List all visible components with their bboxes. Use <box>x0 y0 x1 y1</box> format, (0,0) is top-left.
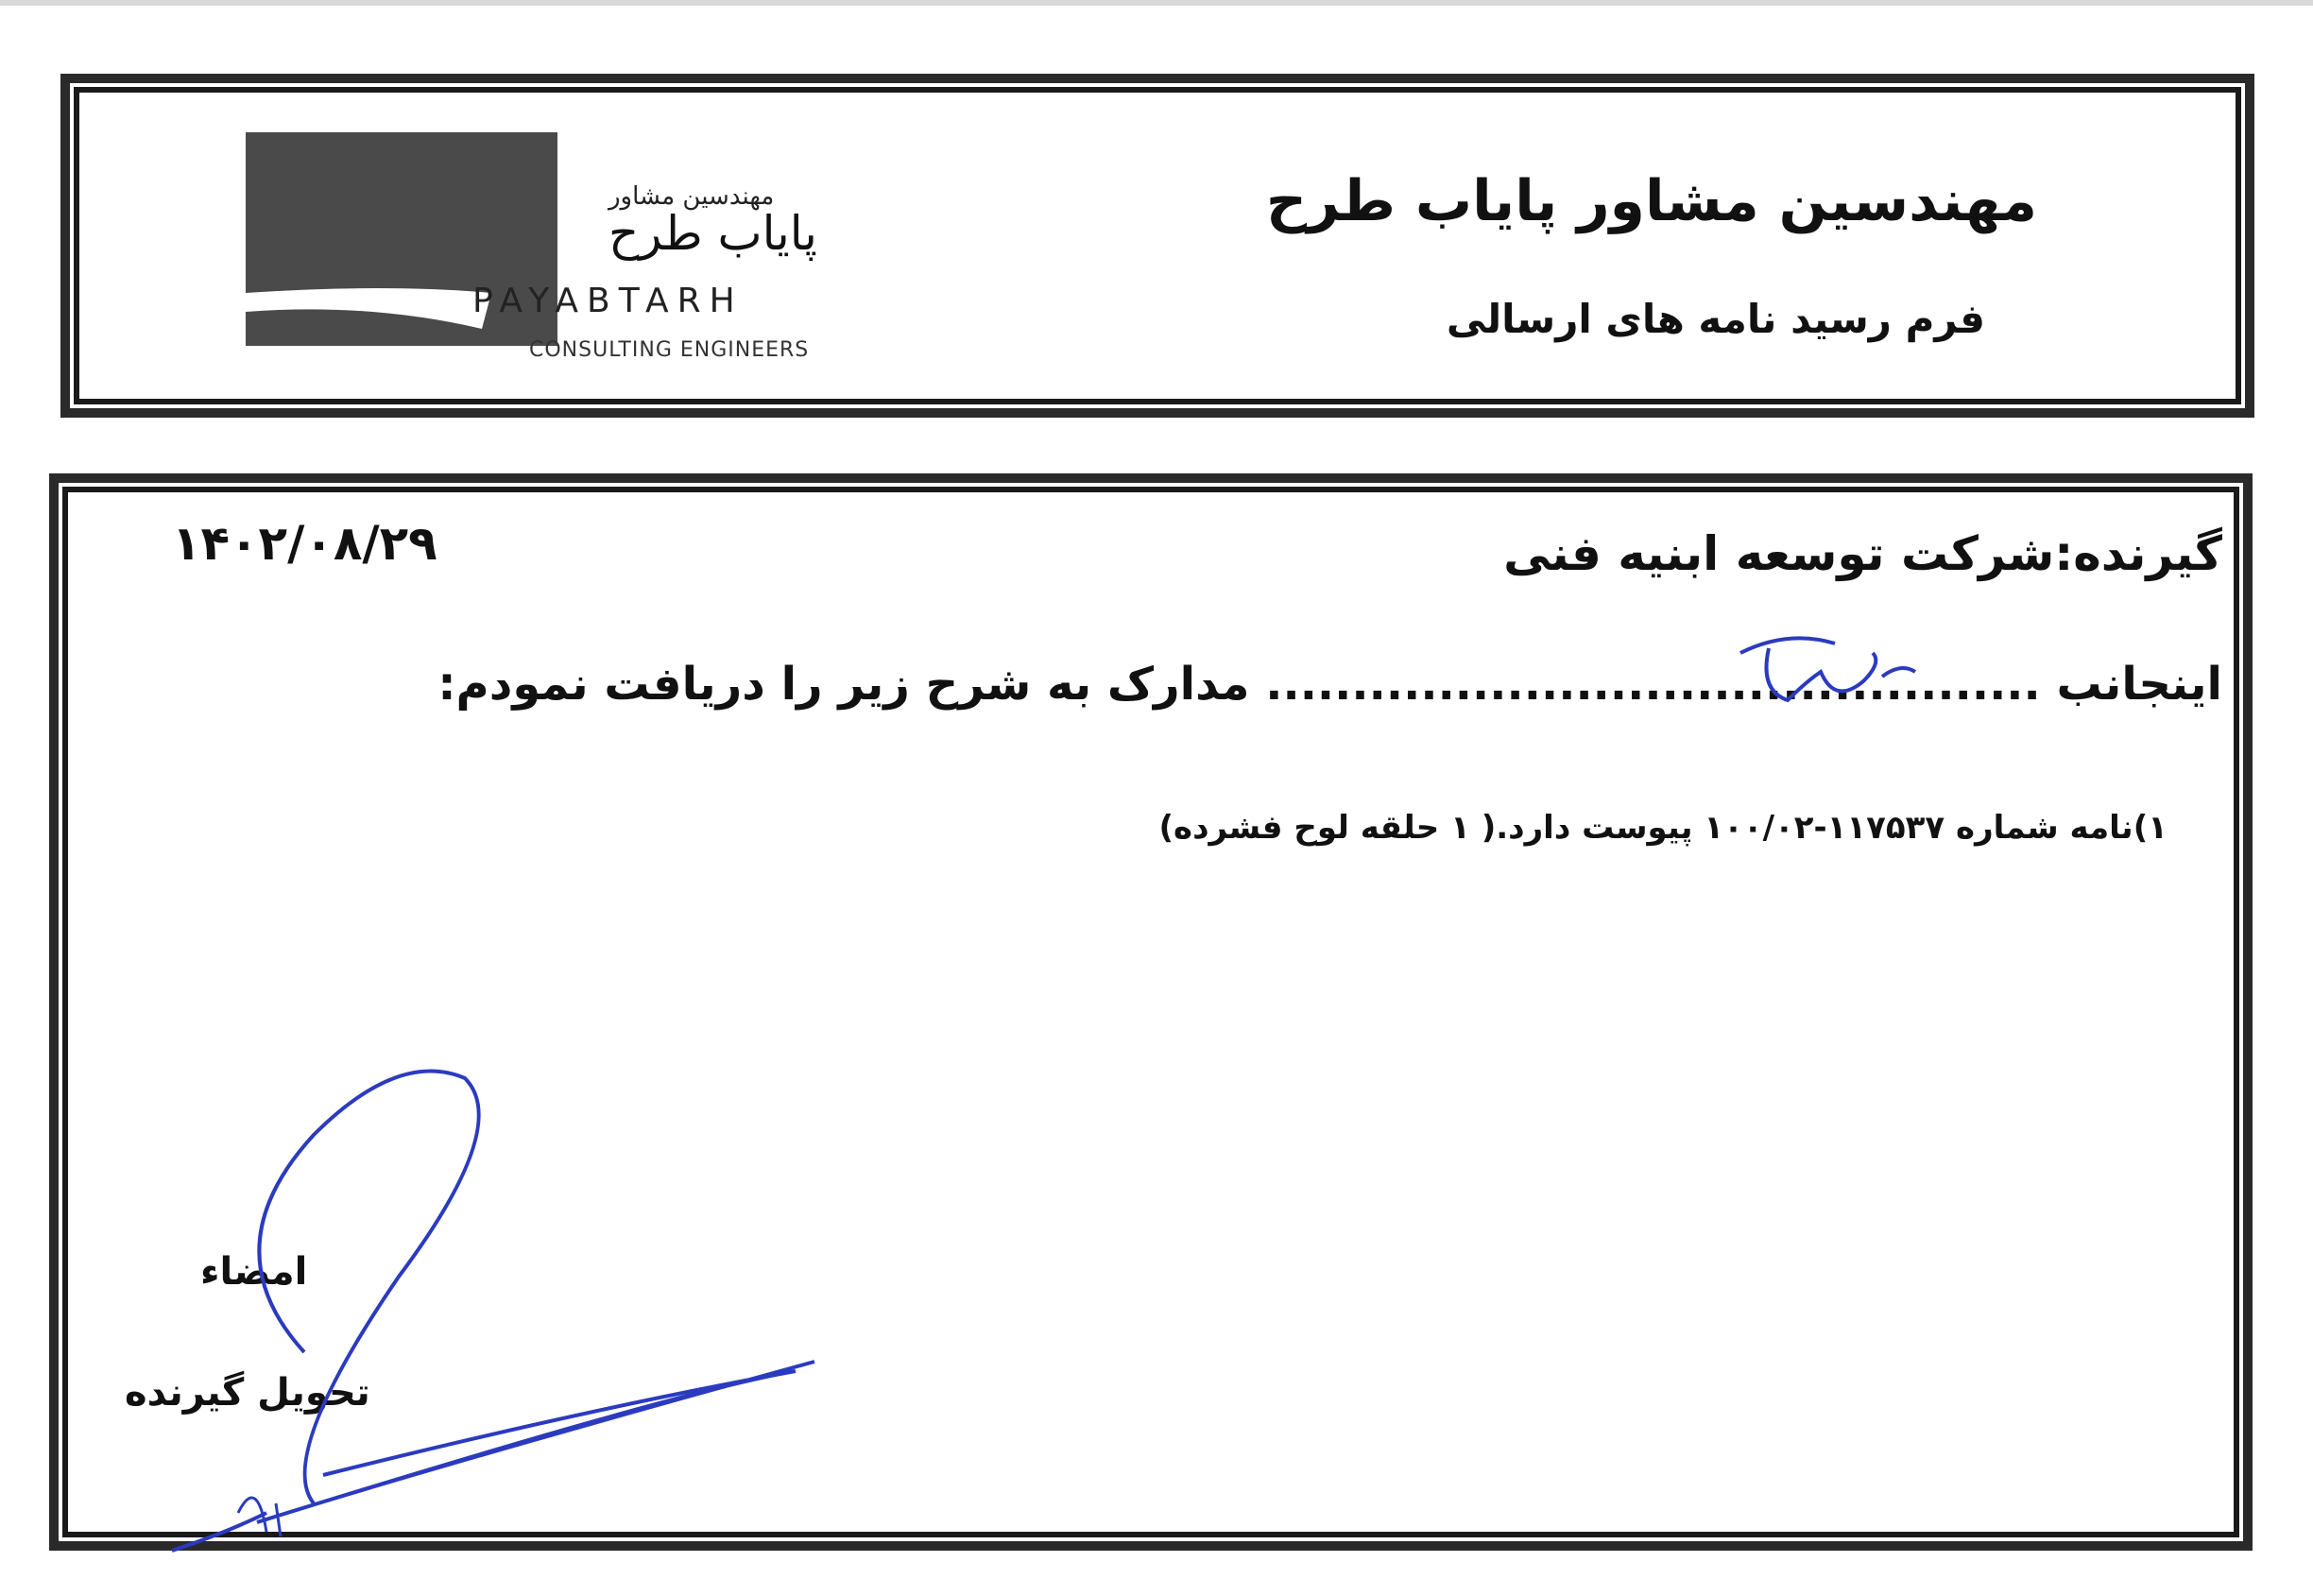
receipt-statement: اینجانب ............................................. مدارک به شرح زیر را دریافت نمودم: <box>437 658 2222 711</box>
logo-en-subtitle: CONSULTING ENGINEERS <box>529 338 810 362</box>
recipient-line: گیرنده:شرکت توسعه ابنیه فنی <box>1503 526 2222 581</box>
header-panel <box>74 87 2241 404</box>
receipt-panel <box>62 487 2239 1537</box>
receipt-date: ۱۴۰۲/۰۸/۲۹ <box>172 516 437 571</box>
logo-fa-subtitle: مهندسین مشاور <box>608 182 775 211</box>
logo-fa-name: پایاب طرح <box>608 206 817 261</box>
logo-en-name: PAYABTARH <box>472 282 744 320</box>
recipient-delivery-label: تحویل گیرنده <box>125 1371 370 1415</box>
form-title: فرم رسید نامه های ارسالی <box>1446 296 1985 342</box>
document-item-1: ۱)نامه شماره ۱۱۷۵۳۷-۱۰۰/۰۲ پیوست دارد.( ۱ حلقه لوح فشرده) <box>1158 809 2167 847</box>
handwritten-name <box>1731 625 1920 719</box>
company-title: مهندسین مشاور پایاب طرح <box>1265 168 2037 234</box>
scan-edge <box>0 0 2313 6</box>
signature-label: امضاء <box>200 1250 308 1294</box>
signature-scribble <box>115 1059 777 1494</box>
